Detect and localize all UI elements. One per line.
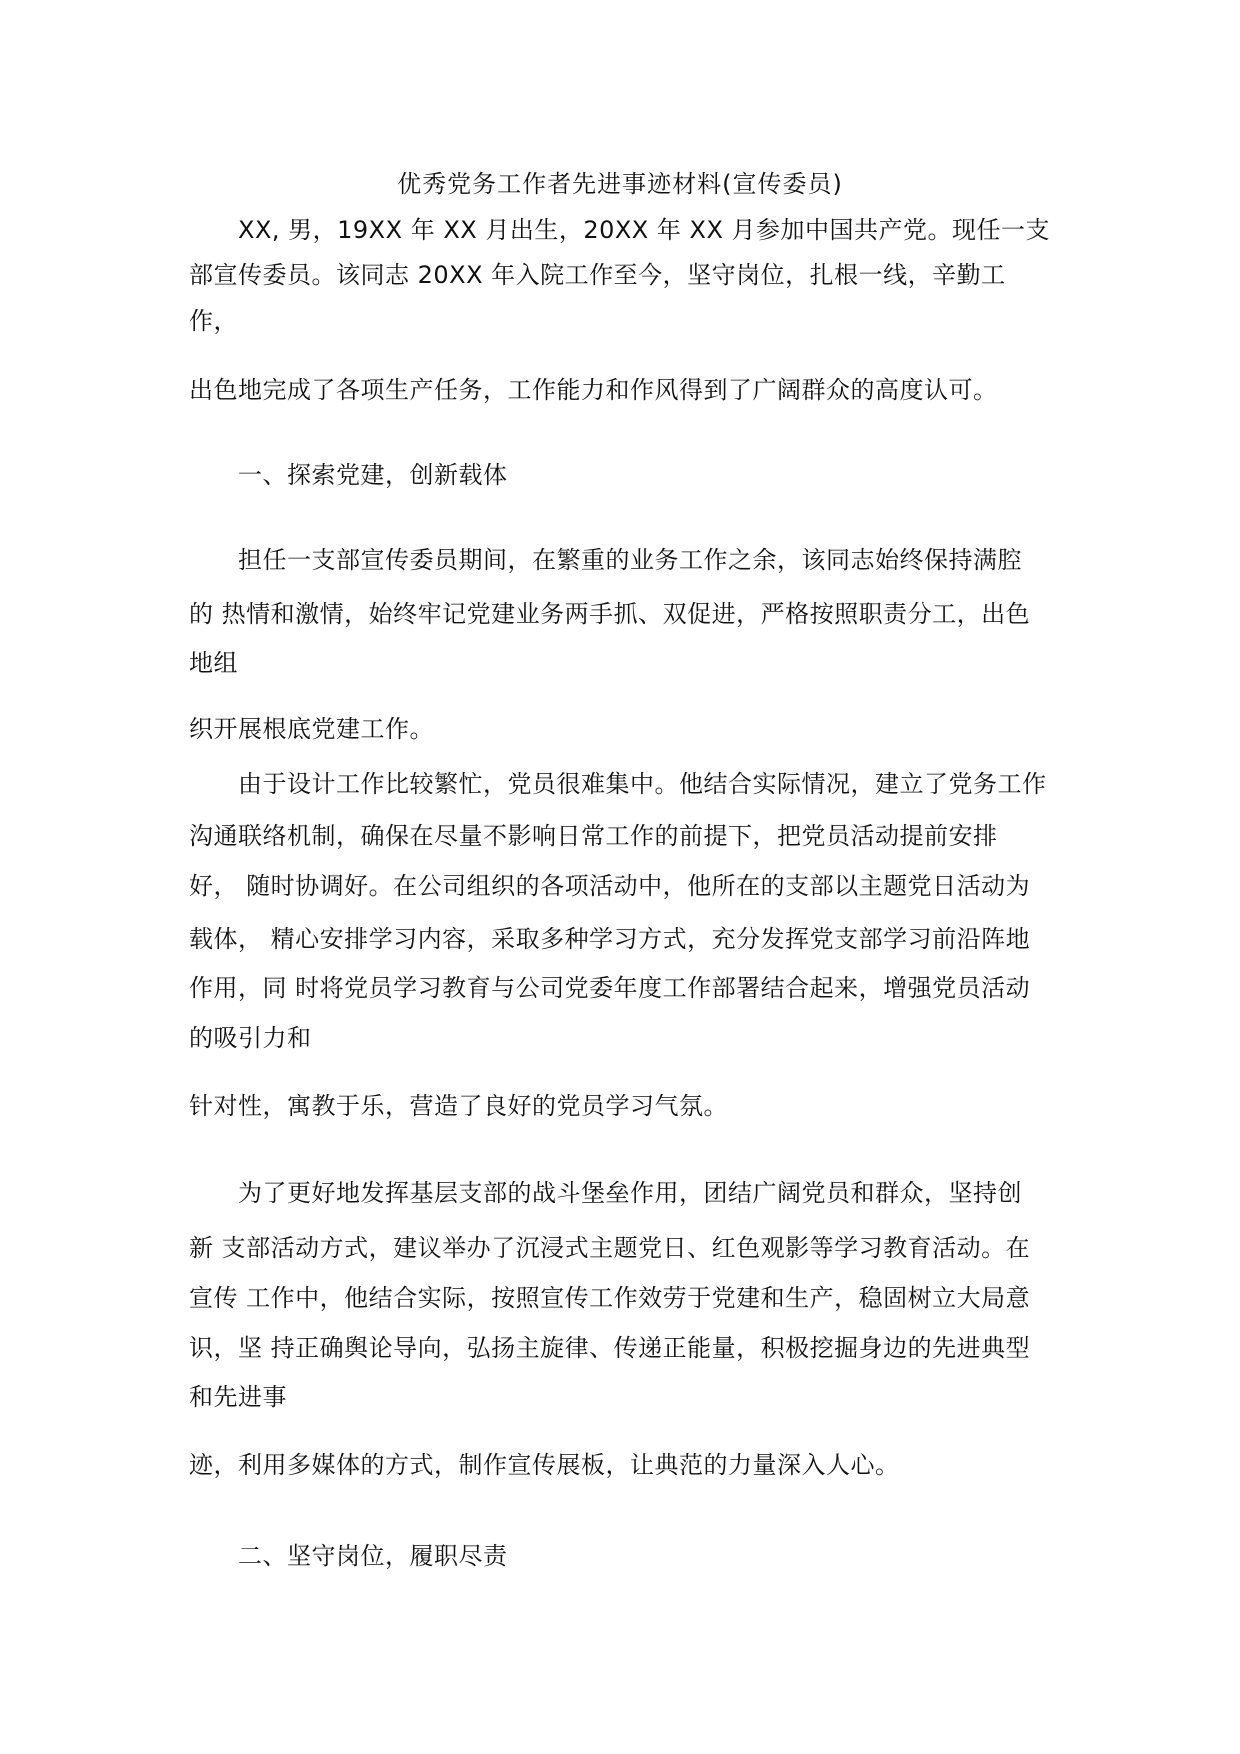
paragraph-line: 好， 随时协调好。在公司组织的各项活动中，他所在的支部以主题党日活动为 bbox=[189, 872, 1031, 900]
section-heading: 二、坚守岗位，履职尽责 bbox=[238, 1542, 508, 1570]
paragraph-line: 出色地完成了各项生产任务，工作能力和作风得到了广阔群众的高度认可。 bbox=[189, 376, 998, 404]
paragraph-line: 载体， 精心安排学习内容，采取多种学习方式，充分发挥党支部学习前沿阵地 bbox=[189, 925, 1031, 953]
paragraph-line: 作用，同 时将党员学习教育与公司党委年度工作部署结合起来，增强党员活动 bbox=[189, 974, 1031, 1002]
paragraph-line: 针对性，寓教于乐，营造了良好的党员学习气氛。 bbox=[189, 1092, 728, 1120]
paragraph-line: 地组 bbox=[189, 649, 238, 677]
paragraph-line: 识，坚 持正确舆论导向，弘扬主旋律、传递正能量，积极挖掘身边的先进典型 bbox=[189, 1334, 1031, 1362]
paragraph-line: 作， bbox=[189, 307, 238, 335]
paragraph-line: 沟通联络机制，确保在尽量不影响日常工作的前提下，把党员活动提前安排 bbox=[189, 822, 998, 850]
paragraph-line: 宣传 工作中，他结合实际，按照宣传工作效劳于党建和生产，稳固树立大局意 bbox=[189, 1284, 1031, 1312]
paragraph-line: 和先进事 bbox=[189, 1383, 287, 1411]
paragraph-line: 的吸引力和 bbox=[189, 1024, 312, 1052]
paragraph-line: 担任一支部宣传委员期间，在繁重的业务工作之余，该同志始终保持满腔 bbox=[238, 546, 1022, 574]
paragraph-line: 新 支部活动方式，建议举办了沉浸式主题党日、红色观影等学习教育活动。在 bbox=[189, 1234, 1031, 1262]
paragraph-line: 织开展根底党建工作。 bbox=[189, 715, 434, 743]
paragraph-line: 由于设计工作比较繁忙，党员很难集中。他结合实际情况，建立了党务工作 bbox=[238, 770, 1047, 798]
paragraph-line: XX, 男，19XX 年 XX 月出生，20XX 年 XX 月参加中国共产党。现任一支 bbox=[238, 216, 1051, 244]
paragraph-line: 部宣传委员。该同志 20XX 年入院工作至今，坚守岗位，扎根一线，辛勤工 bbox=[189, 261, 1006, 289]
section-heading: 一、探索党建，创新载体 bbox=[238, 461, 508, 489]
paragraph-line: 迹，利用多媒体的方式，制作宣传展板，让典范的力量深入人心。 bbox=[189, 1451, 900, 1479]
document-title: 优秀党务工作者先进事迹材料(宣传委员) bbox=[397, 170, 843, 198]
paragraph-line: 为了更好地发挥基层支部的战斗堡垒作用，团结广阔党员和群众，坚持创 bbox=[238, 1179, 1022, 1207]
paragraph-line: 的 热情和激情，始终牢记党建业务两手抓、双促进，严格按照职责分工，出色 bbox=[189, 600, 1031, 628]
